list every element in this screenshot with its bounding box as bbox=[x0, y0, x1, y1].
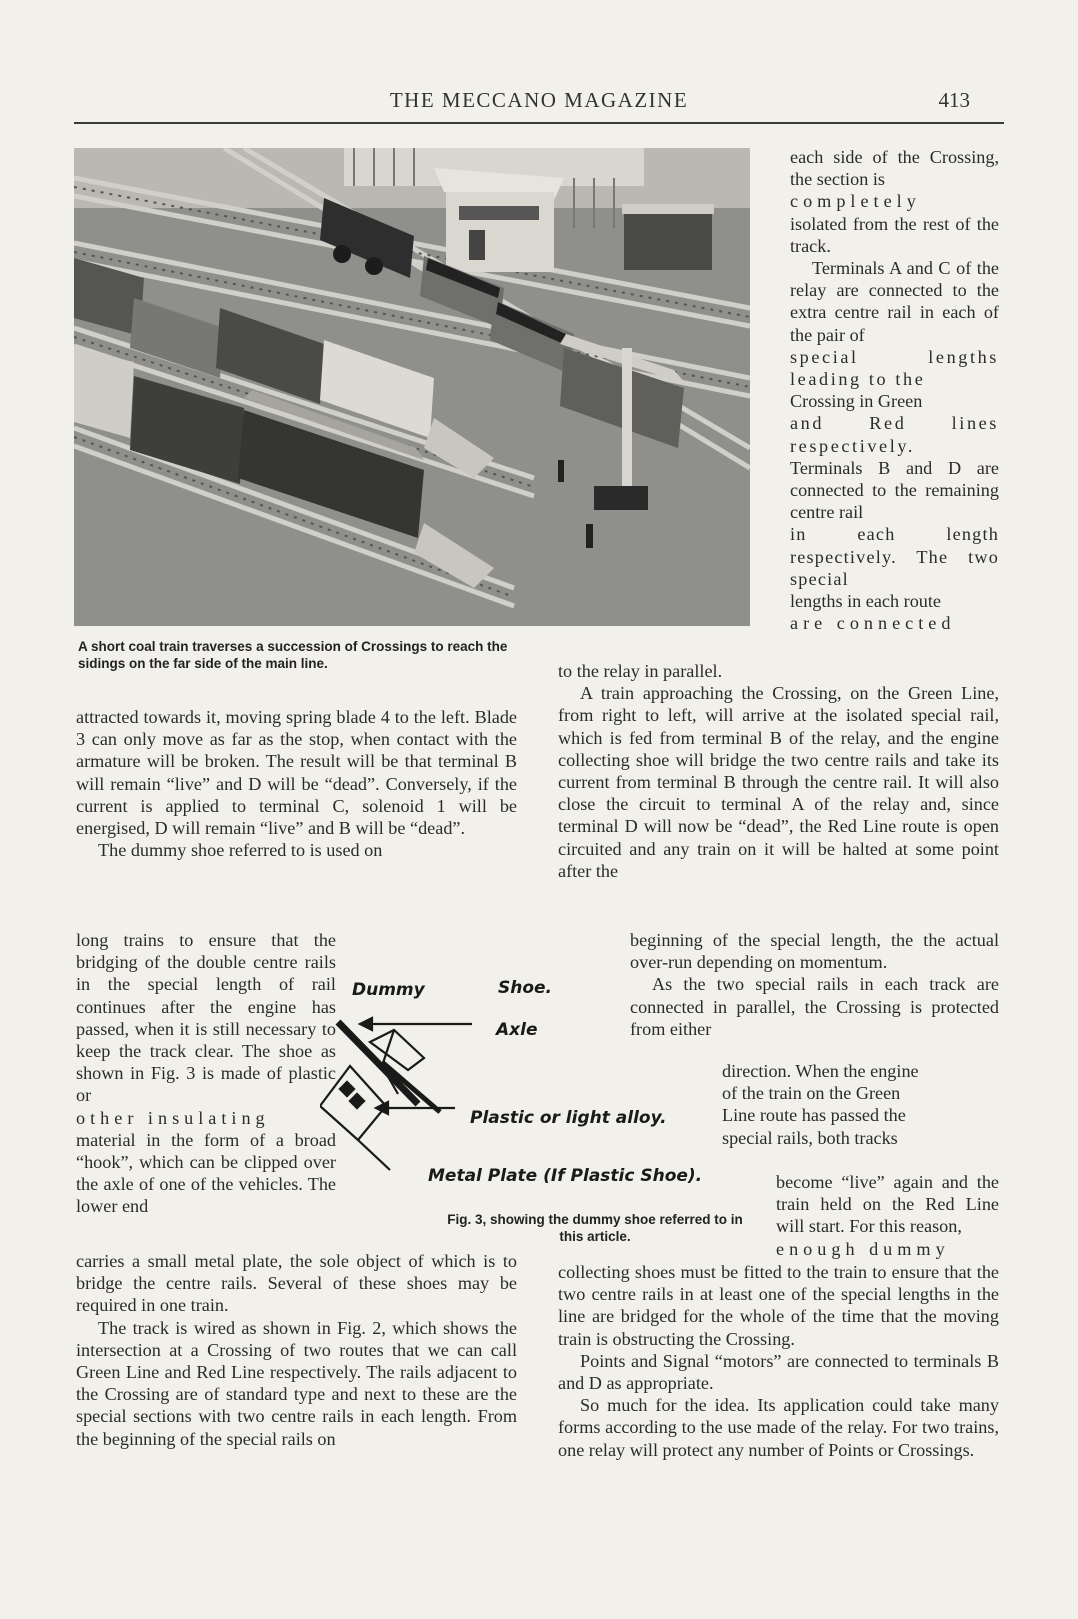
paragraph: and Red lines respectively. bbox=[790, 413, 999, 456]
paragraph: lengths in each route bbox=[790, 591, 942, 612]
paragraph: are connected bbox=[790, 613, 956, 634]
paragraph: each side of the Crossing, the section is bbox=[790, 147, 999, 190]
paragraph: special lengths leading to the bbox=[790, 346, 999, 390]
paragraph: As the two special rails in each track are connected in parallel, the Crossing is protected from either bbox=[630, 974, 999, 1039]
paragraph: become “live” again and the train held on the Red Line will start. For this reason, bbox=[776, 1172, 999, 1237]
paragraph: The track is wired as shown in Fig. 2, which shows the intersection at a Crossing of two routes that we can call Green Line and Red Line respectively. The rails adjacent to the Crossing are of standard type and next to these are the special sections with two centre rails in each length. From the beginning of the special rails on bbox=[76, 1317, 517, 1449]
paragraph: carries a small metal plate, the sole object of which is to bridge the centre rails. Several of these shoes may be required in one train. bbox=[76, 1251, 517, 1316]
column-left-top bbox=[76, 706, 517, 861]
column-right-narrower bbox=[776, 1171, 999, 1260]
column-left-beside-figure bbox=[76, 929, 336, 1218]
paragraph: long trains to ensure that the bridging of the double centre rails in the special length of rail continues after the engine has passed, when it is still necessary to keep the track clear. The shoe as shown in Fig. 3 is made of plastic or bbox=[76, 930, 336, 1106]
paragraph: collecting shoes must be fitted to the train to ensure that the two centre rails in at least one of the special lengths in the line are bridged for the whole of the time that the moving train is obstructing the Crossing. bbox=[558, 1262, 999, 1349]
paragraph: to the relay in parallel. bbox=[558, 661, 723, 681]
paragraph: isolated from the rest of the track. bbox=[790, 213, 999, 256]
train-photo-illustration bbox=[74, 148, 750, 626]
paragraph: So much for the idea. Its application could take many forms according to the use made of the relay. For two trains, one relay will protect any number of Points or Crossings. bbox=[558, 1395, 999, 1460]
paragraph: enough dummy bbox=[776, 1238, 950, 1259]
column-right-bottom bbox=[558, 1261, 999, 1461]
paragraph: completely bbox=[790, 191, 921, 212]
label-metal-plate: Metal Plate (If Plastic Shoe). bbox=[428, 1166, 703, 1186]
page-number: 413 bbox=[938, 88, 970, 112]
paragraph: A train approaching the Crossing, on the Green Line, from right to left, will arrive at the isolated special rail, which is fed from terminal B of the relay, and the engine collecting shoe will bridge the two centre rails and take its current from terminal B through the centre rail. It will also close the circuit to terminal A of the relay and, since terminal D will now be “dead”, the Red Line route is open circuited and any train on it will be halted at some point after the bbox=[558, 683, 999, 881]
paragraph: Terminals B and D are connected to the remaining centre rail bbox=[790, 457, 999, 523]
paragraph: Line route has passed the bbox=[722, 1105, 906, 1126]
paragraph: of the train on the Green bbox=[722, 1083, 901, 1104]
column-right-narrow bbox=[722, 1060, 999, 1149]
paragraph: beginning of the special length, the the actual over-run depending on momentum. bbox=[630, 930, 999, 973]
figure-3-caption: Fig. 3, showing the dummy shoe referred to in this article. bbox=[447, 1212, 743, 1244]
magazine-title: THE MECCANO MAGAZINE bbox=[389, 88, 689, 112]
figure-3-dummy-shoe bbox=[320, 972, 580, 1197]
label-plastic: Plastic or light alloy. bbox=[470, 1108, 667, 1128]
paragraph: in each length respectively. The two special bbox=[790, 524, 999, 589]
column-left-bottom bbox=[76, 1250, 517, 1450]
label-dummy: Dummy bbox=[352, 980, 425, 1000]
photo-caption: A short coal train traverses a succession of Crossings to reach the sidings on the far side of the main line. bbox=[78, 639, 508, 671]
paragraph: Crossing in Green bbox=[790, 391, 923, 412]
paragraph: material in the form of a broad “hook”, which can be clipped over the axle of one of the vehicles. The lower end bbox=[76, 1129, 336, 1217]
column-right-beside-figure bbox=[630, 929, 999, 1040]
paragraph: Points and Signal “motors” are connected to terminals B and D as appropriate. bbox=[558, 1350, 999, 1394]
column-right-middle bbox=[558, 660, 999, 882]
paragraph: Terminals A and C of the relay are connected to the extra centre rail in each of the pair of bbox=[790, 258, 999, 345]
paragraph: direction. When the engine bbox=[722, 1061, 919, 1081]
train-photo bbox=[74, 148, 750, 626]
column-right-top bbox=[790, 146, 999, 634]
paragraph: other insulating bbox=[76, 1107, 270, 1128]
label-shoe: Shoe. bbox=[498, 978, 553, 998]
paragraph: attracted towards it, moving spring blade 4 to the left. Blade 3 can only move as far as the stop, when contact with the armature will be broken. The result will be that terminal B will remain “live” and D will be “dead”. Conversely, if the current is applied to terminal C, solenoid 1 will be energised, D will remain “live” and B will be “dead”. bbox=[76, 707, 517, 839]
paragraph: special rails, both tracks bbox=[722, 1127, 898, 1148]
label-axle: Axle bbox=[496, 1020, 538, 1040]
page-header bbox=[74, 88, 1004, 124]
dummy-shoe-drawing bbox=[320, 972, 580, 1197]
paragraph: The dummy shoe referred to is used on bbox=[98, 840, 383, 861]
